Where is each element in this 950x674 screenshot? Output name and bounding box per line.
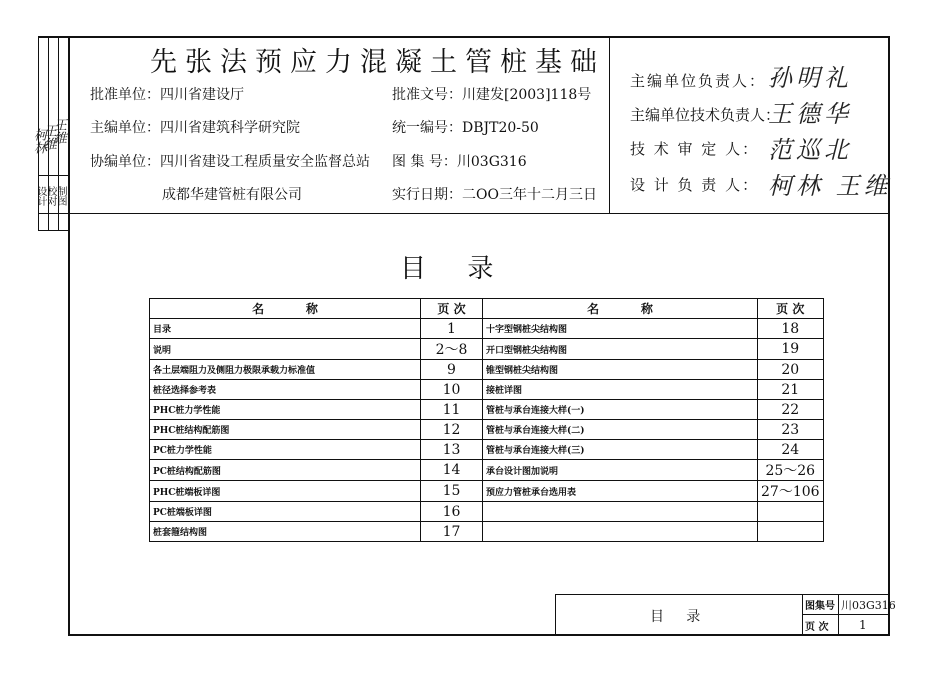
document-title: 先张法预应力混凝土管桩基础 (150, 47, 605, 78)
effective-date: 实行日期：二OO三年十二月三日 (392, 187, 597, 203)
table-row (150, 460, 824, 481)
responsible-label-reviewer: 技 术 审 定 人： (630, 140, 760, 158)
toc-item-page: 12 (421, 420, 483, 440)
toc-item-page: 23 (758, 420, 824, 440)
toc-item-name (483, 502, 758, 522)
toc-item-name: PHC桩力学性能 (150, 400, 421, 420)
toc-item-page: 9 (421, 360, 483, 380)
table-row (150, 319, 824, 339)
toc-item-name: 目录 (150, 319, 421, 339)
table-row (150, 380, 824, 400)
table-row (150, 339, 824, 360)
table-row (150, 502, 824, 522)
table-row (150, 440, 824, 460)
editor-unit: 主编单位：四川省建筑科学研究院 (90, 120, 300, 136)
toc-item-page: 21 (758, 380, 824, 400)
toc-item-name: 管桩与承台连接大样(一) (483, 400, 758, 420)
side-label-check: 校对 (45, 186, 56, 206)
co-unit-1: 协编单位：四川省建设工程质量安全监督总站 (90, 154, 370, 170)
approval-number: 批准文号：川建发[2003]118号 (392, 87, 592, 103)
toc-item-page: 10 (421, 380, 483, 400)
toc-item-name: PHC桩结构配筋图 (150, 420, 421, 440)
toc-item-page: 14 (421, 460, 483, 481)
toc-item-name: 锥型钢桩尖结构图 (483, 360, 758, 380)
title-block-atlas-value: 川03G316 (841, 599, 896, 612)
toc-item-name: PC桩力学性能 (150, 440, 421, 460)
header-page-right: 页 次 (758, 299, 824, 319)
header-name-right: 名 称 (483, 299, 758, 319)
toc-item-name: 开口型钢桩尖结构图 (483, 339, 758, 360)
toc-item-name (483, 522, 758, 542)
table-row (150, 481, 824, 502)
toc-item-page: 16 (421, 502, 483, 522)
title-block-page-value: 1 (859, 618, 867, 632)
table-row (150, 400, 824, 420)
header-divider (609, 36, 610, 214)
atlas-number: 图 集 号：川03G316 (392, 154, 527, 170)
toc-item-page (758, 502, 824, 522)
table-row (150, 360, 824, 380)
toc-item-name: 说明 (150, 339, 421, 360)
toc-item-page: 1 (421, 319, 483, 339)
side-signature-check: 王维 (41, 124, 56, 150)
toc-item-name: 承台设计图加说明 (483, 460, 758, 481)
toc-item-page: 24 (758, 440, 824, 460)
responsible-label-editor-head: 主编单位负责人： (630, 72, 767, 90)
title-block-page-label: 页 次 (805, 622, 829, 633)
toc-item-page: 15 (421, 481, 483, 502)
toc-item-name: PC桩端板详图 (150, 502, 421, 522)
toc-item-name: 管桩与承台连接大样(三) (483, 440, 758, 460)
signature-designer: 柯林 王维 (768, 172, 892, 200)
toc-item-page: 19 (758, 339, 824, 360)
header-page-left: 页 次 (421, 299, 483, 319)
responsible-label-tech-head: 主编单位技术负责人： (630, 106, 781, 124)
toc-item-name: PC桩结构配筋图 (150, 460, 421, 481)
toc-item-page: 13 (421, 440, 483, 460)
toc-item-name: 桩套箍结构图 (150, 522, 421, 542)
unified-number: 统一编号：DBJT20-50 (392, 120, 539, 136)
frame-top (38, 36, 889, 38)
header-bottom-line (38, 213, 889, 214)
toc-item-page (758, 522, 824, 542)
toc-item-name: PHC桩端板详图 (150, 481, 421, 502)
title-block-name: 目 录 (650, 609, 701, 625)
toc-item-page: 11 (421, 400, 483, 420)
toc-item-name: 各土层端阻力及侧阻力极限承载力标准值 (150, 360, 421, 380)
toc-item-page: 20 (758, 360, 824, 380)
toc-item-name: 管桩与承台连接大样(二) (483, 420, 758, 440)
approval-unit: 批准单位：四川省建设厅 (90, 87, 244, 103)
side-label-draw: 制图 (55, 186, 66, 206)
toc-item-name: 接桩详图 (483, 380, 758, 400)
toc-item-page: 27～106 (758, 481, 824, 502)
side-signature-draw: 王维 (51, 118, 66, 144)
toc-item-page: 17 (421, 522, 483, 542)
signature-tech-head: 王德华 (768, 100, 852, 128)
toc-item-page: 18 (758, 319, 824, 339)
responsible-label-designer: 设 计 负 责 人： (630, 176, 760, 194)
toc-item-page: 22 (758, 400, 824, 420)
side-label-design: 设计 (35, 186, 46, 206)
table-row (150, 420, 824, 440)
toc-item-name: 预应力管桩承台选用表 (483, 481, 758, 502)
toc-item-page: 25～26 (758, 460, 824, 481)
signature-editor-head: 孙明礼 (768, 64, 852, 92)
toc-item-name: 十字型钢桩尖结构图 (483, 319, 758, 339)
side-signature-design: 柯林 (31, 128, 46, 154)
table-header-row (150, 299, 824, 319)
signature-reviewer: 范巡北 (768, 136, 852, 164)
toc-item-page: 2～8 (421, 339, 483, 360)
header-name-left: 名 称 (150, 299, 421, 319)
frame-right (888, 36, 890, 636)
toc-table (149, 298, 824, 542)
co-unit-2: 成都华建管桩有限公司 (162, 187, 302, 203)
toc-item-name: 桩径选择参考表 (150, 380, 421, 400)
frame-bottom (68, 634, 889, 636)
table-row (150, 522, 824, 542)
frame-left (68, 36, 70, 636)
title-block-atlas-label: 图集号 (805, 601, 835, 612)
toc-heading: 目 录 (400, 254, 494, 284)
